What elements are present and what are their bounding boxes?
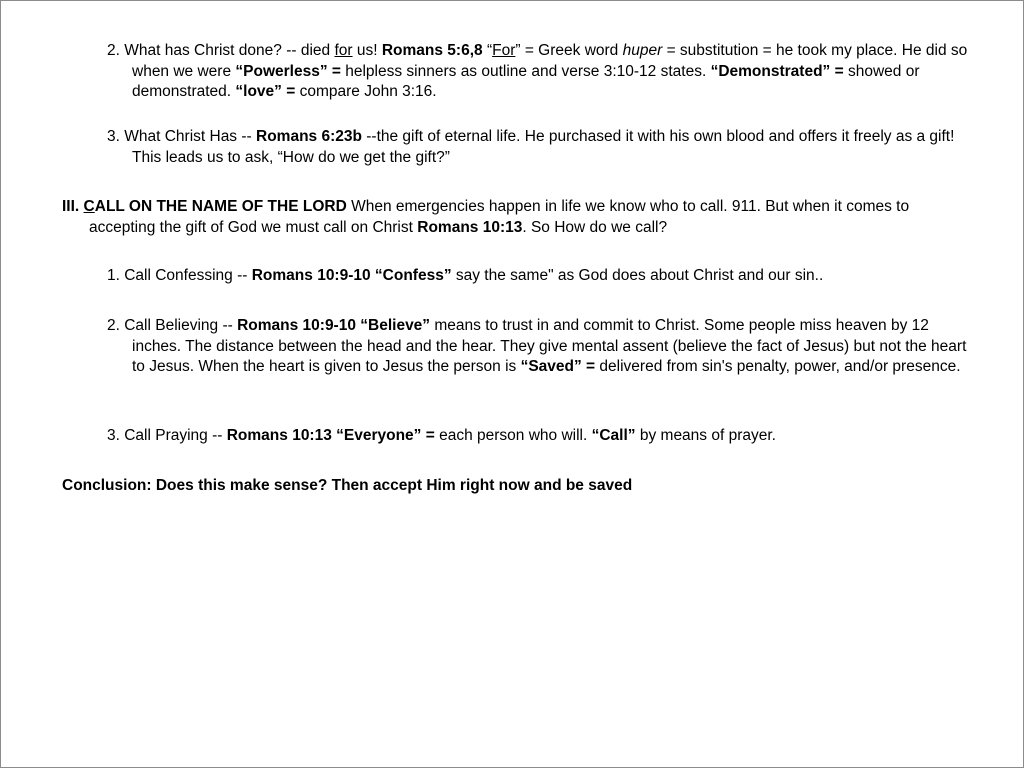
point-2-text-4: = substitution = he took my place. He did so when we were — [132, 42, 968, 80]
call-3-text-1: each person who will. — [434, 427, 592, 444]
point-2-text-7: compare John 3:16. — [295, 83, 437, 100]
point-2-text-2: “ — [482, 42, 493, 59]
call-2-lead: 2. Call Believing -- — [107, 317, 238, 334]
point-2-for-word: for — [334, 42, 353, 59]
section-3-heading-rest: ALL ON THE NAME OF THE LORD — [94, 198, 347, 215]
point-2-lead: 2. What has Christ done? -- died — [107, 42, 335, 59]
call-2-ref: Romans 10:9-10 “Believe” — [237, 317, 431, 334]
point-2-text-6: showed or demonstrated. — [132, 62, 920, 100]
call-2-text-2: delivered from sin's penalty, power, and/or presence. — [595, 358, 961, 375]
call-1-ref: Romans 10:9-10 “Confess” — [251, 267, 452, 284]
section-3-text-2: . So How do we call? — [522, 218, 668, 236]
point-2-demonstrated: “Demonstrated” = — [710, 62, 844, 80]
section-3-call-on-lord — [62, 197, 979, 238]
point-3-text: --the gift of eternal life. He purchased it with his own blood and offers it freely as a gift! This leads us to ask, “How do we get the gift?” — [132, 128, 955, 166]
point-2-huper: huper — [622, 42, 663, 59]
call-3-text-2: by means of prayer. — [635, 427, 776, 444]
section-3-heading-first: C — [83, 198, 95, 215]
call-3-lead: 3. Call Praying -- — [107, 427, 227, 444]
call-1-confessing — [107, 266, 977, 287]
point-3-christ-has — [107, 127, 977, 168]
call-3-praying — [107, 426, 977, 447]
section-3-text-1: When emergencies happen in life we know who to call. 911. But when it comes to accepting the gift of God we must call on Christ — [89, 198, 910, 236]
conclusion: Conclusion: Does this make sense? Then accept Him right now and be saved — [62, 477, 633, 494]
point-3-ref: Romans 6:23b — [256, 128, 362, 145]
point-2-for-word-2: For — [492, 42, 516, 59]
call-3-call: “Call” — [591, 427, 636, 444]
call-1-text: say the same" as God does about Christ and our sin.. — [451, 267, 824, 284]
call-2-text-1: means to trust in and commit to Christ. Some people miss heaven by 12 inches. The distance between the head and the hear. They give mental assent (believe the fact of Jesus) but not the heart to Jesus. When the heart is given to Jesus the person is — [132, 317, 967, 375]
call-2-believing — [107, 316, 977, 378]
call-2-saved: “Saved” = — [520, 358, 596, 375]
point-2-text-1: us! — [352, 42, 382, 59]
point-2-ref: Romans 5:6,8 — [381, 42, 483, 59]
point-2-powerless: “Powerless” = — [235, 62, 341, 80]
section-3-numeral: III. — [62, 198, 84, 215]
point-2-christ-done — [107, 41, 977, 103]
point-2-text-5: helpless sinners as outline and verse 3:10-12 states. — [340, 62, 711, 80]
call-1-lead: 1. Call Confessing -- — [107, 267, 252, 284]
call-3-ref: Romans 10:13 “Everyone” = — [226, 427, 435, 444]
point-2-text-3: ” = Greek word — [515, 42, 623, 59]
point-3-lead: 3. What Christ Has -- — [107, 128, 256, 145]
point-2-love: “love” = — [235, 83, 296, 100]
section-3-ref: Romans 10:13 — [417, 218, 523, 236]
